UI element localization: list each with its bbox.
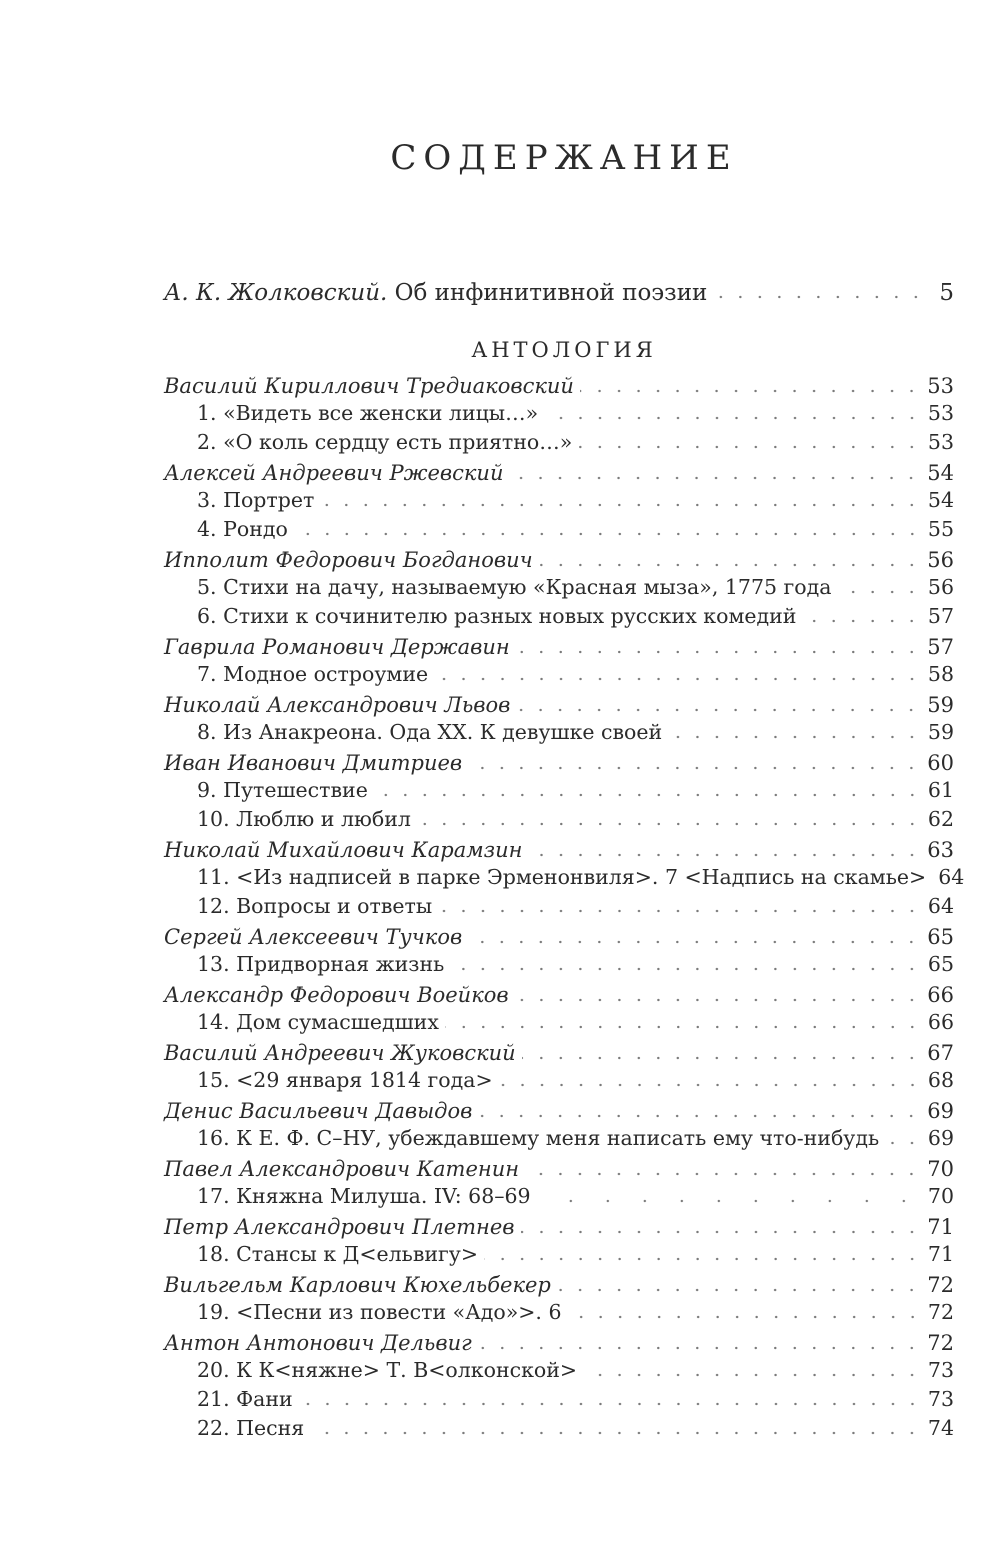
author-name: Вильгельм Карлович Кюхельбекер — [164, 1273, 551, 1297]
page-number: 56 — [927, 548, 954, 572]
page-number: 68 — [927, 1068, 954, 1092]
toc-poem-entry[interactable] — [164, 1065, 954, 1094]
poem-title: 5. Стихи на дачу, называемую «Красная мыза», 1775 года — [197, 575, 832, 599]
author-name: Сергей Алексеевич Тучков — [164, 925, 463, 949]
page-title: СОДЕРЖАНИЕ — [390, 138, 738, 178]
page-number: 57 — [927, 604, 954, 628]
dot-leader — [468, 766, 921, 770]
toc-poem-entry[interactable] — [164, 804, 954, 833]
dot-leader — [837, 590, 921, 594]
poem-title: 2. «О коль сердцу есть приятно…» — [197, 430, 573, 454]
dot-leader — [568, 1315, 922, 1319]
author-name: Гаврила Романович Державин — [164, 635, 510, 659]
poem-title: 13. Придворная жизнь — [197, 952, 445, 976]
toc-poem-entry[interactable] — [164, 1297, 954, 1326]
page-number: 5 — [939, 280, 954, 306]
page-number: 62 — [927, 807, 954, 831]
page-number: 53 — [927, 430, 954, 454]
dot-leader — [516, 708, 921, 712]
toc-author-entry[interactable] — [164, 748, 954, 777]
author-name: Николай Александрович Львов — [164, 693, 511, 717]
author-name: Антон Антонович Дельвиг — [164, 1331, 472, 1355]
dot-leader — [450, 967, 922, 971]
dot-leader — [544, 416, 922, 420]
dot-leader — [374, 793, 922, 797]
toc-list — [164, 371, 965, 1442]
toc-poem-entry[interactable] — [164, 949, 954, 978]
dot-leader — [499, 1083, 922, 1087]
poem-title: 4. Рондо — [197, 517, 288, 541]
toc-author-entry[interactable] — [164, 545, 954, 574]
page-number: 60 — [927, 751, 954, 775]
poem-title: 15. <29 января 1814 года> — [197, 1068, 493, 1092]
page-number: 63 — [927, 838, 954, 862]
toc-author-entry[interactable] — [164, 371, 954, 400]
toc-author-entry[interactable] — [164, 690, 954, 719]
page-number: 74 — [927, 1416, 954, 1440]
dot-leader — [578, 445, 922, 449]
page-number: 65 — [927, 952, 954, 976]
dot-leader — [478, 1346, 922, 1350]
dot-leader — [299, 1402, 922, 1406]
page-number: 54 — [927, 461, 954, 485]
author-name: Василий Андреевич Жуковский — [164, 1041, 516, 1065]
dot-leader — [310, 1431, 922, 1435]
toc-poem-entry[interactable] — [164, 427, 954, 456]
poem-title: 8. Из Анакреона. Ода XX. К девушке своей — [197, 720, 663, 744]
intro-label — [164, 280, 707, 306]
dot-leader — [445, 1025, 922, 1029]
page-number: 58 — [927, 662, 954, 686]
toc-poem-entry[interactable] — [164, 862, 965, 891]
page-number: 57 — [927, 635, 954, 659]
author-name: Петр Александрович Плетнев — [164, 1215, 515, 1239]
toc-author-entry[interactable] — [164, 1154, 954, 1183]
author-name: Николай Михайлович Карамзин — [164, 838, 523, 862]
toc-poem-entry[interactable] — [164, 1007, 954, 1036]
page-number: 59 — [927, 720, 954, 744]
dot-leader — [484, 1257, 922, 1261]
page-number: 66 — [927, 1010, 954, 1034]
toc-author-entry[interactable] — [164, 980, 954, 1009]
poem-title: 10. Люблю и любил — [197, 807, 411, 831]
page-number: 73 — [927, 1358, 954, 1382]
toc-author-entry[interactable] — [164, 632, 954, 661]
poem-title: 1. «Видеть все женски лицы…» — [197, 401, 539, 425]
page-number: 65 — [927, 925, 954, 949]
poem-title: 16. К Е. Ф. С–НУ, убеждавшему меня написать ему что-нибудь — [197, 1126, 880, 1150]
toc-poem-entry[interactable] — [164, 1384, 954, 1413]
poem-title: 12. Вопросы и ответы — [197, 894, 433, 918]
page-number: 64 — [927, 894, 954, 918]
page-number: 72 — [927, 1300, 954, 1324]
toc-author-entry[interactable] — [164, 1212, 954, 1241]
dot-leader — [713, 295, 926, 299]
page-number: 55 — [927, 517, 954, 541]
intro-author: А. К. Жолковский. — [164, 280, 388, 306]
page-number: 69 — [927, 1099, 954, 1123]
dot-leader — [434, 677, 922, 681]
dot-leader — [529, 853, 922, 857]
dot-leader — [521, 1230, 922, 1234]
toc-author-entry[interactable] — [164, 1328, 954, 1357]
dot-leader — [668, 735, 922, 739]
page-number: 72 — [927, 1331, 954, 1355]
toc-author-entry[interactable] — [164, 1270, 954, 1299]
dot-leader — [516, 650, 922, 654]
page-number: 59 — [927, 693, 954, 717]
dot-leader — [515, 998, 922, 1002]
page-number: 53 — [927, 374, 954, 398]
toc-author-entry[interactable] — [164, 922, 954, 951]
toc-poem-entry[interactable] — [164, 891, 954, 920]
dot-leader — [802, 619, 921, 623]
page-number: 66 — [927, 983, 954, 1007]
toc-poem-entry[interactable] — [164, 572, 954, 601]
toc-poem-entry[interactable] — [164, 717, 954, 746]
toc-poem-entry[interactable] — [164, 1413, 954, 1442]
toc-poem-entry[interactable] — [164, 1239, 954, 1268]
poem-title: 18. Стансы к Д<ельвигу> — [197, 1242, 479, 1266]
page-number: 53 — [927, 401, 954, 425]
toc-poem-entry[interactable] — [164, 1123, 954, 1152]
poem-title: 11. <Из надписей в парке Эрменонвиля>. 7 <Надпись на скамье> — [197, 865, 927, 889]
poem-title: 7. Модное остроумие — [197, 662, 429, 686]
page-number: 64 — [938, 865, 965, 889]
page-number: 54 — [927, 488, 954, 512]
section-heading: АНТОЛОГИЯ — [471, 338, 657, 362]
page-number: 56 — [927, 575, 954, 599]
dot-leader — [885, 1141, 922, 1145]
toc-author-entry[interactable] — [164, 458, 954, 487]
toc-poem-entry[interactable] — [164, 398, 954, 427]
author-name: Денис Васильевич Давыдов — [164, 1099, 473, 1123]
page-number: 71 — [927, 1215, 954, 1239]
page-number: 70 — [927, 1157, 954, 1181]
toc-poem-entry[interactable] — [164, 485, 954, 514]
toc-poem-entry[interactable] — [164, 1181, 954, 1210]
poem-title: 9. Путешествие — [197, 778, 368, 802]
author-name: Алексей Андреевич Ржевский — [164, 461, 504, 485]
dot-leader — [509, 476, 921, 480]
toc-poem-entry[interactable] — [164, 775, 954, 804]
dot-leader — [525, 1172, 921, 1176]
intro-title: Об инфинитивной поэзии — [394, 280, 708, 306]
toc-poem-entry[interactable] — [164, 601, 954, 630]
dot-leader — [557, 1288, 921, 1292]
author-name: Ипполит Федорович Богданович — [164, 548, 533, 572]
dot-leader — [320, 503, 922, 507]
dot-leader — [537, 1199, 922, 1203]
poem-title: 21. Фани — [197, 1387, 293, 1411]
page-number: 67 — [927, 1041, 954, 1065]
dot-leader — [539, 563, 922, 567]
toc-author-entry[interactable] — [164, 835, 954, 864]
toc-author-entry[interactable] — [164, 1096, 954, 1125]
dot-leader — [583, 1373, 922, 1377]
poem-title: 3. Портрет — [197, 488, 315, 512]
page-number: 73 — [927, 1387, 954, 1411]
toc-intro-entry[interactable] — [164, 274, 954, 306]
poem-title: 17. Княжна Милуша. IV: 68–69 — [197, 1184, 531, 1208]
dot-leader — [468, 940, 921, 944]
toc-poem-entry[interactable] — [164, 659, 954, 688]
poem-title: 22. Песня — [197, 1416, 305, 1440]
page-number: 72 — [927, 1273, 954, 1297]
page-number: 71 — [927, 1242, 954, 1266]
poem-title: 6. Стихи к сочинителю разных новых русских комедий — [197, 604, 797, 628]
dot-leader — [438, 909, 922, 913]
toc-poem-entry[interactable] — [164, 1355, 954, 1384]
toc-poem-entry[interactable] — [164, 514, 954, 543]
poem-title: 20. К К<няжне> Т. В<олконской> — [197, 1358, 578, 1382]
dot-leader — [580, 389, 921, 393]
page-number: 69 — [927, 1126, 954, 1150]
author-name: Василий Кириллович Тредиаковский — [164, 374, 574, 398]
page-number: 61 — [927, 778, 954, 802]
author-name: Павел Александрович Катенин — [164, 1157, 520, 1181]
page-number: 70 — [927, 1184, 954, 1208]
poem-title: 14. Дом сумасшедших — [197, 1010, 439, 1034]
author-name: Иван Иванович Дмитриев — [164, 751, 463, 775]
dot-leader — [522, 1056, 922, 1060]
dot-leader — [478, 1114, 921, 1118]
dot-leader — [294, 532, 922, 536]
dot-leader — [417, 822, 922, 826]
author-name: Александр Федорович Воейков — [164, 983, 509, 1007]
poem-title: 19. <Песни из повести «Адо»>. 6 — [197, 1300, 562, 1324]
toc-author-entry[interactable] — [164, 1038, 954, 1067]
